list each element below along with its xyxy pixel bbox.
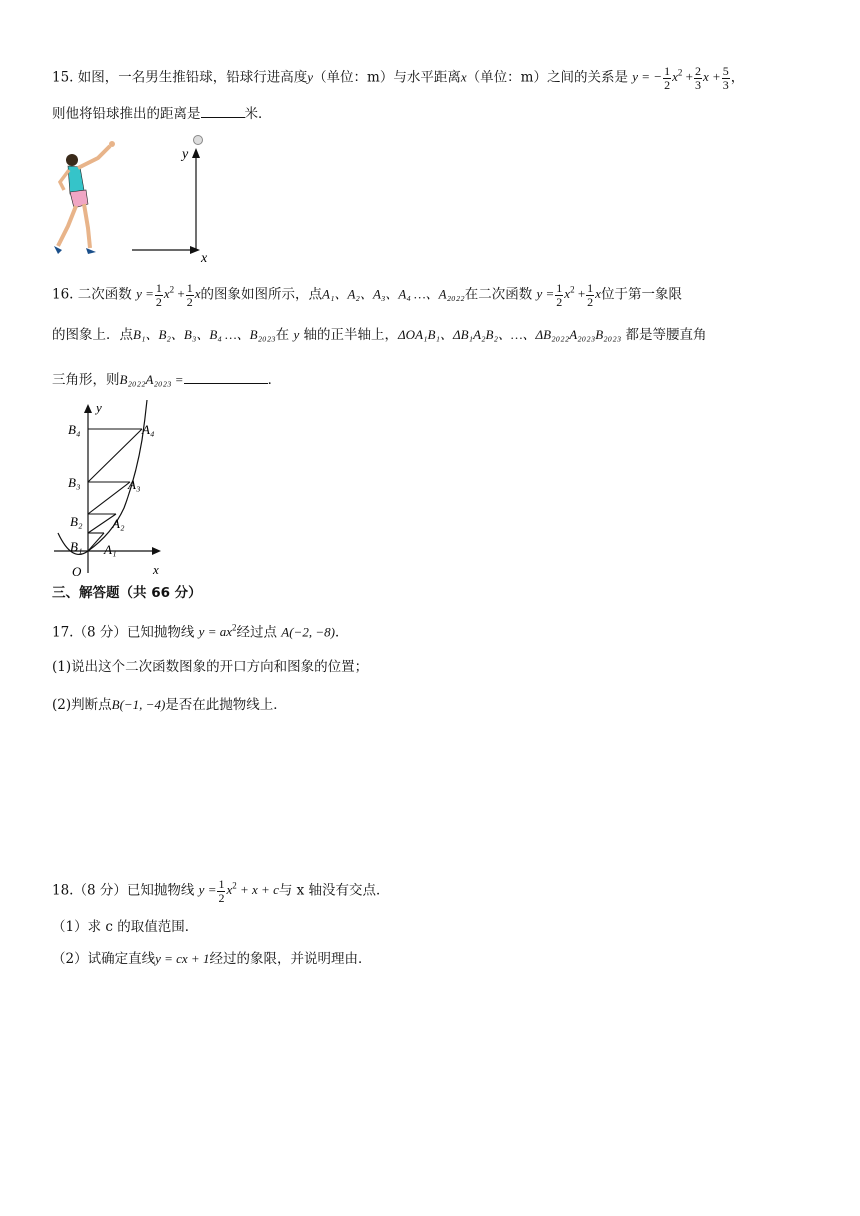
q16-text-a: 二次函数	[77, 286, 132, 303]
q16-origin-label: O	[72, 564, 82, 579]
q18-text-a: （8 分）已知抛物线	[73, 882, 195, 899]
q18-text-b: 与 x 轴没有交点．	[278, 882, 390, 899]
q15-text-d: ，	[730, 69, 745, 86]
q16-label-a4: A₄	[142, 422, 155, 437]
q16-points-a: A₁、A₂、A₃、A₄ …、A₂₀₂₂	[322, 286, 465, 302]
q17-line1	[52, 618, 348, 642]
q18-number: 18.	[52, 882, 74, 899]
q15-line1	[52, 63, 744, 92]
q16-axis-x-label: x	[153, 562, 159, 577]
q15-answer-blank[interactable]	[201, 117, 245, 118]
shot-ball	[194, 136, 203, 145]
q15-text-b: （单位：m）与水平距离	[313, 69, 461, 86]
q16-line2-c: 轴的正半轴上，	[303, 327, 399, 343]
q17-part2-a: (2)判断点	[52, 697, 112, 713]
q17-number: 17.	[52, 624, 74, 641]
q16-line3	[52, 370, 281, 390]
q16-line1	[52, 280, 682, 309]
q17-line3	[52, 695, 287, 715]
q16-label-a1: A₁	[104, 542, 117, 557]
q16-line2-y: y	[293, 327, 300, 342]
q16-formula-2: y = $\frac{1}{2}$ $x^2$ + $\frac{1}{2}$ x	[536, 280, 601, 309]
q15-line2	[52, 104, 272, 124]
q16-triangles: ΔOA₁B₁、ΔB₁A₂B₂、…、ΔB₂₀₂₂A₂₀₂₃B₂₀₂₃	[398, 327, 622, 342]
q15-axis-y-label: y	[182, 147, 189, 162]
q15-var-x: x	[460, 69, 467, 85]
q16-line3-end: ．	[267, 372, 282, 388]
q15-line2-text: 则他将铅球推出的距离是	[52, 106, 201, 122]
q18-part2-formula: y = cx + 1	[155, 951, 210, 966]
q17-point: A(−2, −8)	[281, 624, 335, 640]
q16-line2-a: 的图象上．点	[52, 327, 133, 343]
q15-text-c: （单位：m）之间的关系是	[466, 69, 628, 86]
q16-label-b1: B₁	[70, 539, 83, 554]
q16-formula-1: y = $\frac{1}{2}$ $x^2$ + $\frac{1}{2}$ x	[136, 280, 201, 309]
q18-line3	[52, 949, 371, 969]
q16-text-c: 在二次函数	[464, 286, 533, 303]
q15-figure	[50, 130, 220, 265]
q18-part2-b: 经过的象限，并说明理由．	[209, 951, 372, 967]
q15-line2-end: 米．	[244, 106, 272, 122]
q16-number: 16.	[52, 286, 74, 303]
q17-part2-point: B(−1, −4)	[111, 697, 166, 712]
q16-line3-expr: B₂₀₂₂A₂₀₂₃ =	[119, 372, 184, 387]
shot-putter-illustration	[54, 141, 115, 254]
q18-line1	[52, 876, 390, 905]
q17-part2-b: 是否在此抛物线上．	[165, 697, 287, 713]
q17-part1: (1)说出这个二次函数图象的开口方向和图象的位置；	[52, 659, 369, 675]
q16-label-a3: A₃	[128, 477, 141, 492]
q17-formula: $y = ax^2$	[198, 623, 237, 640]
q17-text-b: 经过点	[236, 624, 277, 641]
q17-text-c: ．	[334, 624, 349, 641]
q16-answer-blank[interactable]	[184, 383, 268, 384]
q16-text-d: 位于第一象限	[600, 286, 682, 303]
q16-line2-b: 在	[275, 327, 290, 343]
q18-part1: （1）求 c 的取值范围．	[52, 919, 199, 935]
q16-figure	[50, 398, 180, 580]
q15-text-a: 如图，一名男生推铅球，铅球行进高度	[77, 69, 308, 86]
q15-var-y: y	[307, 69, 314, 85]
q18-formula: y = $\frac{1}{2}$ $x^2 + x + c$	[198, 876, 279, 905]
q15-number: 15.	[52, 69, 74, 86]
q15-formula: y = − $\frac{1}{2}$ $x^2$ + $\frac{2}{3}$ x + $\frac{5}{3}$	[632, 63, 729, 92]
q16-label-a2: A₂	[112, 516, 125, 531]
q15-axis-x-label: x	[201, 251, 208, 265]
q18-part2-a: （2）试确定直线	[52, 951, 156, 967]
q16-label-b3: B₃	[68, 475, 81, 490]
q16-line2	[52, 325, 707, 345]
section3-heading: 三、解答题（共 66 分）	[52, 585, 202, 601]
q16-axis-y-label: y	[96, 400, 102, 415]
q16-points-b: B₁、B₂、B₃、B₄ …、B₂₀₂₃	[133, 327, 276, 342]
q17-text-a: （8 分）已知抛物线	[73, 624, 195, 641]
q16-label-b2: B₂	[70, 514, 83, 529]
q16-line3-a: 三角形，则	[52, 372, 120, 388]
q16-label-b4: B₄	[68, 422, 81, 437]
q16-line2-d: 都是等腰直角	[625, 327, 707, 343]
q16-text-b: 的图象如图所示，点	[200, 286, 323, 303]
